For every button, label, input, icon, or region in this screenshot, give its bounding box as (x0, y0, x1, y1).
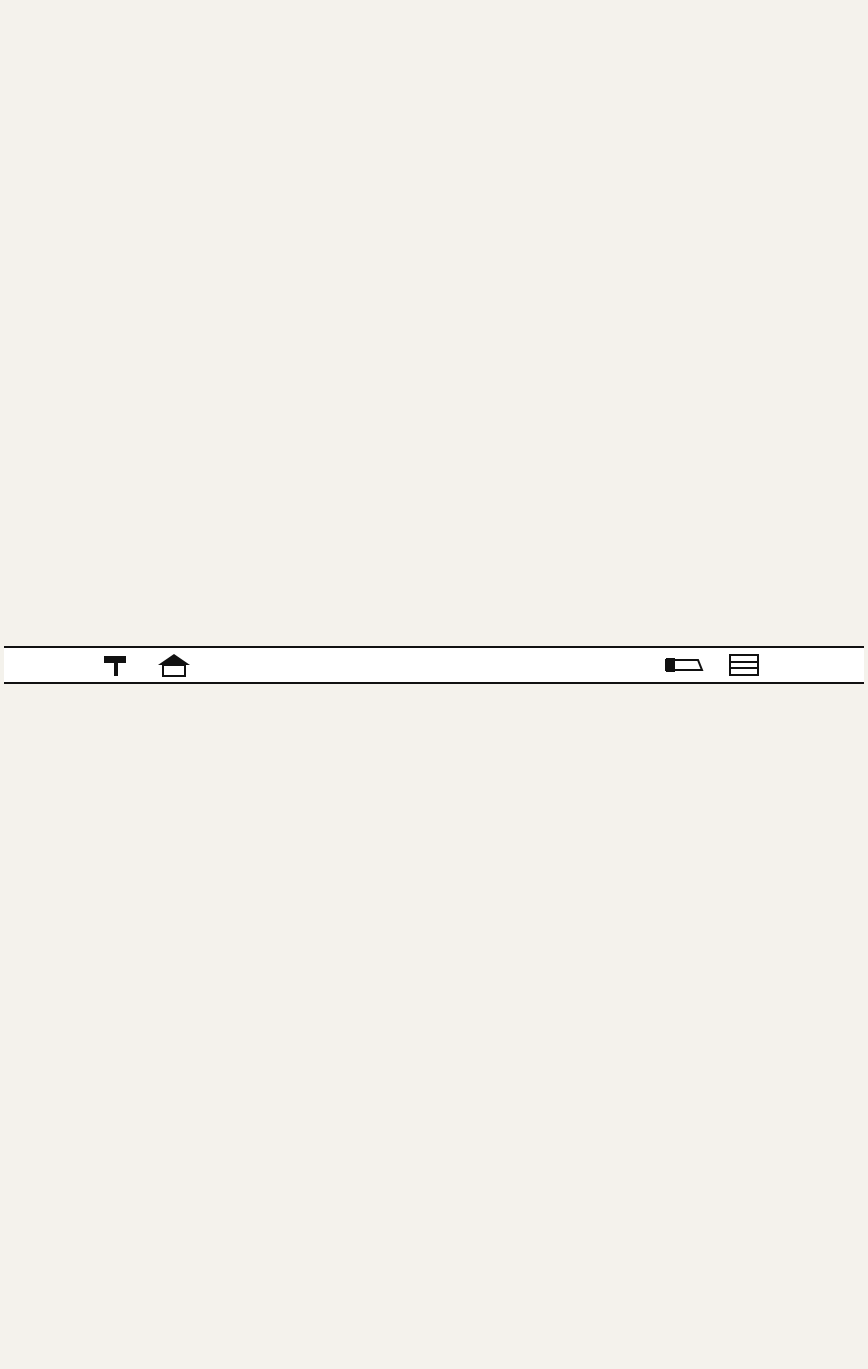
ladder-icon (724, 652, 764, 678)
help-wanted-section (4, 12, 864, 644)
page-folio (0, 0, 868, 12)
home-service-guide-banner (4, 646, 864, 684)
saw-icon (664, 652, 704, 678)
hammer-icon (100, 652, 140, 678)
service-guide-section (4, 688, 864, 1365)
house-icon (154, 652, 194, 678)
